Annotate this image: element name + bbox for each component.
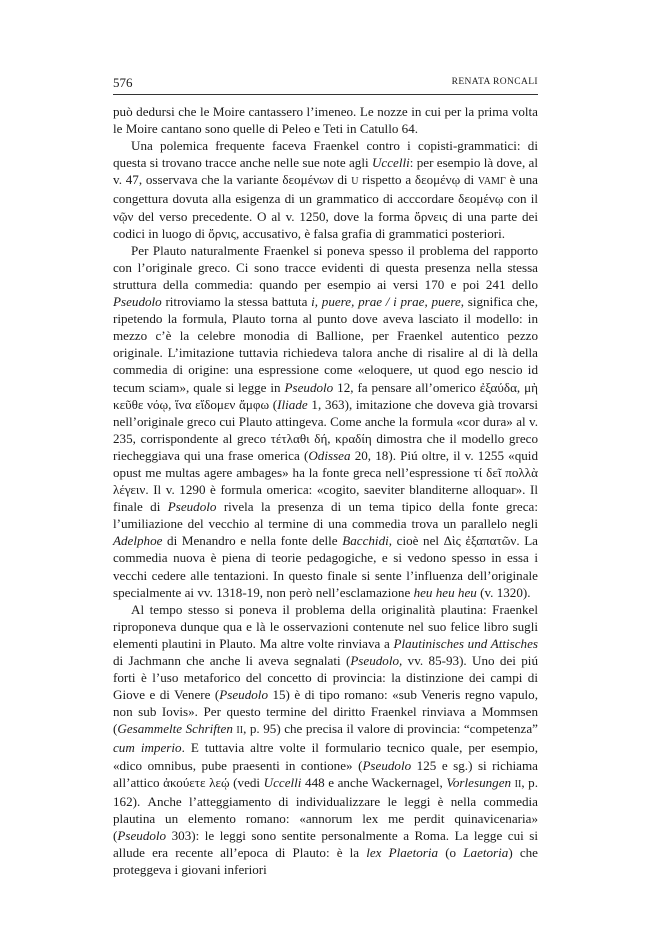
italic-text: Uccelli <box>371 155 410 171</box>
italic-text: Pseudolo <box>117 827 167 843</box>
paragraph <box>113 103 538 137</box>
text-run: è una congettura dovuta alla esigenza di un grammatico di acccordare δεομένῳ con il νῷν del verso precedente. O al v. 1250, dove la forma ὄρνεις di una parte dei codici in luogo di ὄρνις, accusativo, è falsa grafia di grammatici posteriori. <box>113 172 538 241</box>
italic-text: Bacchidi <box>342 533 389 549</box>
italic-text: Iliade <box>277 396 308 412</box>
italic-text: Odissea <box>308 447 351 463</box>
text-run: rivela la presenza di un tema tipico della fonte greca: l’umiliazione del vecchio al termine di una commedia trova un parallelo negli <box>113 499 538 532</box>
text-run: , significa che, ripetendo la formula, Plauto torna al punto dove aveva lasciato il modello: in mezzo c’è la celebre monodia di Ballione, per Fraenkel autentico pezzo originale. L’imitazione tuttavia richiedeva talora anche di risalire al di là della commedia di origine: una espressione come «eloquere, ut quod ego nescio id tecum sciam», quale si legge in <box>113 294 538 395</box>
small-caps-text: VAMΓ <box>477 176 506 188</box>
text-run: 1, 363), imitazione che doveva già trovarsi nell’originale greco cui Plauto attingeva. Come anche la formula «cor dura» al v. 235, corrispondente al greco τέτλαθι δή, κραδίη dimostra che il modello greco riecheggiava qui una frase omerica ( <box>113 396 538 463</box>
text-run: 303): le leggi sono sentite personalmente a Roma. La legge cui si allude era recente all’epoca di Plauto: è la <box>113 827 538 861</box>
small-caps-text: U <box>351 176 359 188</box>
italic-text: Pseudolo, <box>350 653 403 668</box>
italic-text: Plautinisches und Attisches <box>393 635 538 651</box>
header-rule <box>113 94 538 95</box>
text-run: 15) è di tipo romano: «sub Veneris regno vapulo, non sub Iovis». Per questo termine del diritto Fraenkel rinviava a Mommsen ( <box>113 687 538 737</box>
text-run: Una polemica frequente faceva Fraenkel contro i copisti-grammatici: di questa si trovano tracce anche nelle sue note agli <box>113 138 538 171</box>
italic-text: cum imperio <box>113 740 182 756</box>
text-run: ) che proteggeva i giovani inferiori <box>113 845 538 878</box>
text-run: . E tuttavia altre volte il formulario tecnico quale, per esempio, «dico omnibus, pube praesenti in contione» ( <box>113 740 538 773</box>
italic-text: Pseudolo <box>113 294 162 310</box>
text-run: rispetto a δεομένῳ di <box>358 172 478 188</box>
italic-text: heu heu heu <box>413 584 477 600</box>
text-run: 12, fa pensare all’omerico ἐξαύδα, μὴ κεῦθε νόῳ, ἵνα εἴδομεν ἄμφω ( <box>113 379 538 412</box>
small-caps-text: II <box>514 778 522 790</box>
italic-text: Pseudolo <box>284 379 334 395</box>
page-header <box>113 75 538 91</box>
paragraph <box>113 242 538 601</box>
text-run: 125 e sg.) si richiama all’attico ἀκούετε λεῴ (vedi <box>113 757 538 790</box>
text-run: può dedursi che le Moire cantassero l’imeneo. Le nozze in cui per la prima volta le Moire cantano sono quelle di Peleo e Teti in Catullo 64. <box>113 104 538 137</box>
running-head: RENATA RONCALI <box>451 77 538 87</box>
text-run: , p. 162). Anche l’atteggiamento di individualizzare le leggi è nella commedia plautina un elemento romano: «annorum lex me perdit quinavicenaria» ( <box>113 774 538 843</box>
text-run: Al tempo stesso si poneva il problema della originalità plautina: Fraenkel riproponeva dunque qua e là le osservazioni contenute nel suo felice libro sugli elementi plautini in Plauto. Ma altre volte rinviava a <box>113 601 538 651</box>
text-run: : per esempio là dove, al v. 47, osservava che la variante δεομένων di <box>113 155 539 188</box>
text-run: , cioè nel Δὶς ἐξαπατῶν. La commedia nuova è piena di teorie pedagogiche, e si vedono spesso in essa i vecchi cedere alle tentazioni. In questo finale si sente l’influenza dell’originale specialmente ai vv. 1318-19, non però nell’esclamazione <box>113 533 538 600</box>
italic-text: Adelphoe <box>113 533 163 549</box>
text-run: (v. 1320). <box>476 584 531 600</box>
italic-text: Laetoria <box>463 845 509 861</box>
text-run: 20, 18). Piú oltre, il v. 1255 «quid opust me multas agere ambages» ha la fonte greca nell’espressione τί δεῖ πολλὰ λέγειν. Il v. 1290 è formula omerica: «cogito, saeviter blanditerne alloquar». Il finale di <box>113 447 538 515</box>
italic-text: lex Plaetoria <box>366 845 439 861</box>
page-number: 576 <box>113 75 133 90</box>
text-run: vv. 85-93). Uno dei piú forti è l’uso metaforico del concetto di provincia: la distinzione dei campi di Giove e di Venere ( <box>113 653 538 703</box>
text-run: di Jachmann che anche li aveva segnalati ( <box>113 653 351 668</box>
italic-text: Vorlesungen <box>446 774 512 790</box>
italic-text: Pseudolo <box>219 687 268 703</box>
paragraph <box>113 137 538 242</box>
paragraph <box>113 601 538 879</box>
italic-text: Pseudolo <box>362 757 412 773</box>
text-run: (o <box>438 845 464 861</box>
body-text <box>113 103 538 878</box>
text-run: , p. 95) che precisa il valore di provincia: “competenza” <box>243 721 538 737</box>
italic-text: i, puere, prae / i prae, puere <box>311 294 461 310</box>
text-run: Per Plauto naturalmente Fraenkel si poneva spesso il problema del rapporto con l’originale greco. Ci sono tracce evidenti di questa presenza nella stessa struttura della commedia: quando per esempio ai versi 170 e poi 241 dello <box>113 242 538 292</box>
italic-text: Uccelli <box>263 774 302 790</box>
text-run: di Menandro e nella fonte delle <box>162 533 343 549</box>
text-run: ritroviamo la stessa battuta <box>161 294 312 310</box>
small-caps-text: II <box>236 725 244 737</box>
italic-text: Gesammelte Schriften <box>117 721 233 737</box>
text-run: 448 e anche Wackernagel, <box>301 774 447 790</box>
italic-text: Pseudolo <box>167 499 217 515</box>
